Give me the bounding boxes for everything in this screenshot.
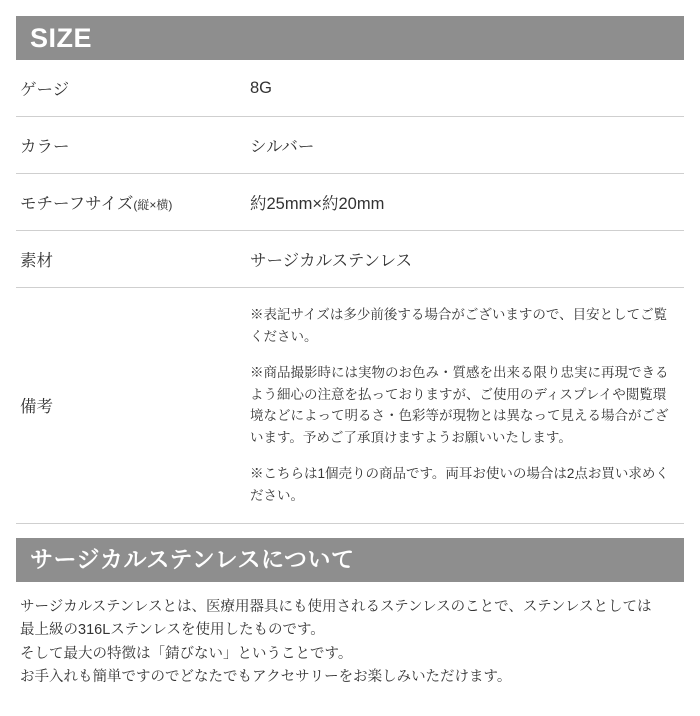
- product-spec-page: [0, 16, 700, 716]
- spec-label-material: 素材: [20, 252, 53, 270]
- remark-note-1: ※表記サイズは多少前後する場合がございますので、目安としてご覧ください。: [250, 307, 668, 344]
- size-section-title: SIZE: [30, 22, 93, 53]
- remark-note-2: ※商品撮影時には実物のお色み・質感を出来る限り忠実に再現できるよう細心の注意を払っておりますが、ご使用のディスプレイや閲覧環境などによって明るさ・色彩等が現物とは異なって見える場合がございます。予めご了承頂けますようお願いいたします。: [250, 364, 669, 446]
- spec-value-remarks: [228, 288, 684, 524]
- spec-label-gauge: ゲージ: [20, 81, 70, 99]
- size-section-header: [16, 16, 684, 60]
- table-row: [16, 60, 684, 117]
- size-spec-table: [16, 60, 684, 524]
- table-row: [16, 288, 684, 524]
- table-row: [16, 231, 684, 288]
- about-section-body: [16, 582, 684, 690]
- remark-note-3: ※こちらは1個売りの商品です。両耳お使いの場合は2点お買い求めください。: [250, 466, 669, 504]
- about-line-2: 最上級の316Lステンレスを使用したものです。: [20, 622, 325, 639]
- spec-value-material: サージカルステンレス: [250, 252, 413, 270]
- spec-label-motif-size-note: (縦×横): [133, 198, 173, 212]
- about-line-3: そして最大の特徴は「錆びない」ということです。: [20, 645, 353, 662]
- spec-value-color: シルバー: [250, 138, 315, 156]
- spec-value-gauge: 8G: [250, 78, 273, 97]
- spec-label-remarks: 備考: [20, 398, 53, 417]
- about-section-header: [16, 538, 684, 582]
- about-line-4: お手入れも簡単ですのでどなたでもアクセサリーをお楽しみいただけます。: [20, 669, 512, 686]
- about-line-1: サージカルステンレスとは、医療用器具にも使用されるステンレスのことで、ステンレスとしては: [20, 598, 652, 615]
- table-row: [16, 117, 684, 174]
- spec-value-motif-size: 約25mm×約20mm: [250, 195, 385, 213]
- spec-label-motif-size: モチーフサイズ(縦×横): [20, 195, 173, 213]
- spec-label-color: カラー: [20, 138, 70, 156]
- about-section-title: サージカルステンレスについて: [30, 546, 355, 573]
- table-row: [16, 174, 684, 231]
